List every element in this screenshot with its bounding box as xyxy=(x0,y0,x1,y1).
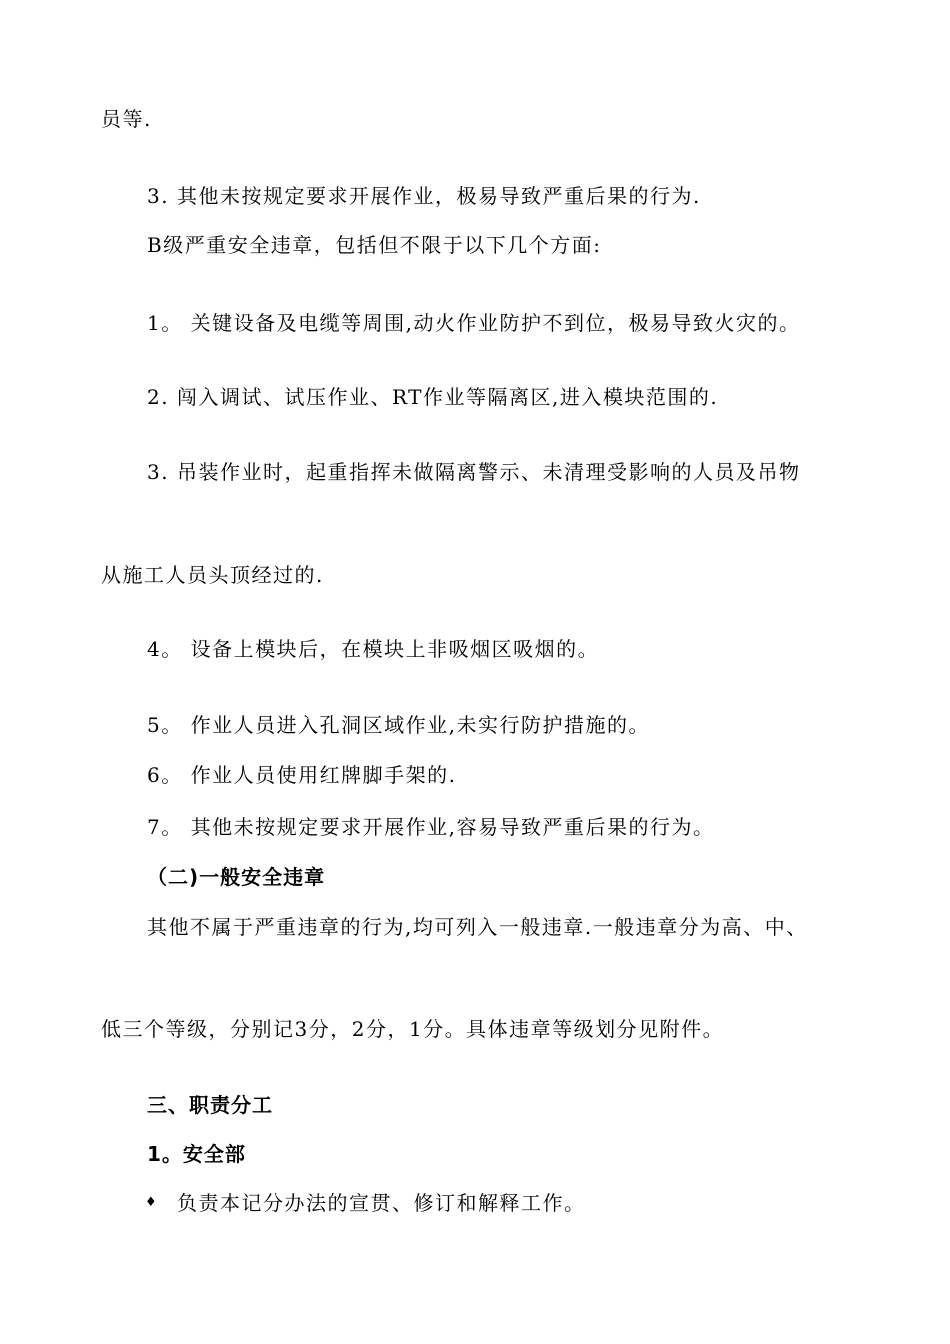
text-line: 3. 吊装作业时，起重指挥未做隔离警示、未清理受影响的人员及吊物 xyxy=(147,460,801,484)
bullet-text: 负责本记分办法的宣贯、修订和解释工作。 xyxy=(177,1191,586,1215)
text-line: 3. 其他未按规定要求开展作业，极易导致严重后果的行为. xyxy=(147,184,701,208)
text-line: 员等. xyxy=(101,107,152,131)
text-line: 6。 作业人员使用红牌脚手架的. xyxy=(147,763,457,787)
subsection-heading: 1。安全部 xyxy=(147,1142,246,1166)
section-heading: （二)一般安全违章 xyxy=(147,865,326,889)
text-line: 其他不属于严重违章的行为,均可列入一般违章.一般违章分为高、中、 xyxy=(147,915,808,939)
section-heading: 三、职责分工 xyxy=(147,1093,273,1117)
text-line: 从施工人员头顶经过的. xyxy=(101,563,324,587)
text-line: 2. 闯入调试、试压作业、RT作业等隔离区,进入模块范围的. xyxy=(147,385,719,409)
text-line: 1。 关键设备及电缆等周围,动火作业防护不到位，极易导致火灾的。 xyxy=(147,311,801,335)
text-line: 5。 作业人员进入孔洞区域作业,未实行防护措施的。 xyxy=(147,713,650,737)
text-line: 低三个等级，分别记3分，2分，1分。具体违章等级划分见附件。 xyxy=(101,1017,725,1041)
text-line: 4。 设备上模块后，在模块上非吸烟区吸烟的。 xyxy=(147,637,600,661)
text-line: B级严重安全违章，包括但不限于以下几个方面: xyxy=(147,233,602,257)
text-line: 7。 其他未按规定要求开展作业,容易导致严重后果的行为。 xyxy=(147,815,715,839)
diamond-bullet-icon: ♦ xyxy=(145,1195,157,1210)
